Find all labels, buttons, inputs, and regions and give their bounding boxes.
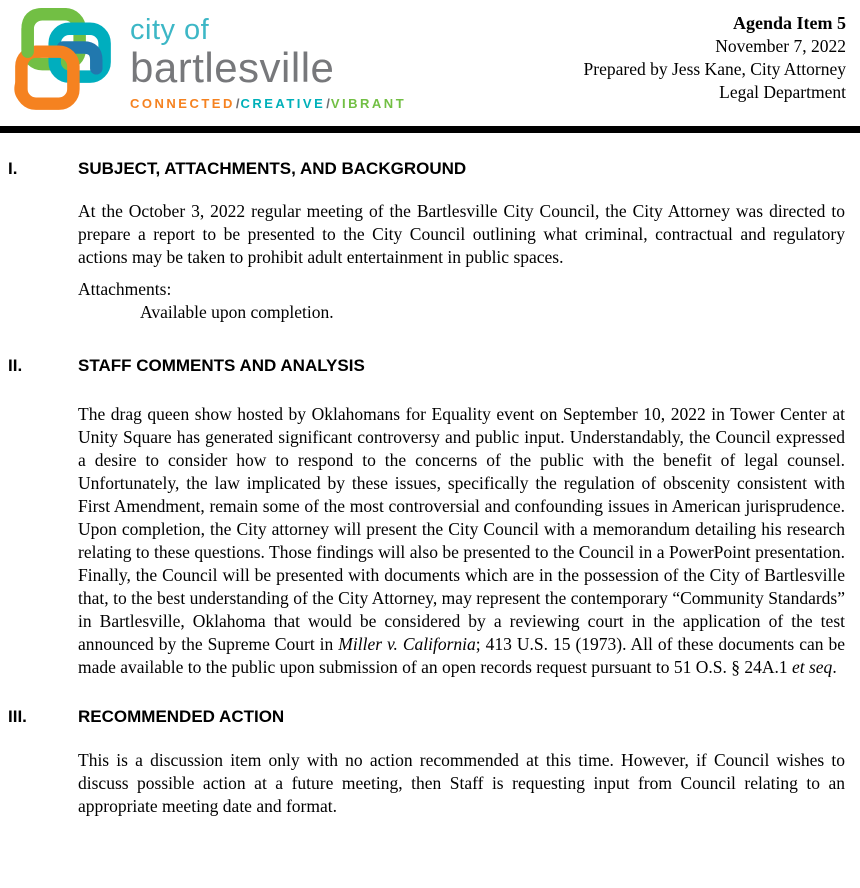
section-1-title: SUBJECT, ATTACHMENTS, AND BACKGROUND xyxy=(78,159,467,178)
agenda-date: November 7, 2022 xyxy=(715,36,846,56)
tagline-separator: / xyxy=(326,96,330,111)
paragraph-text: The drag queen show hosted by Oklahomans for Equality event on September 10, 2022 in Tower Center at Unity Square has generated significant controversy and public input. Understandably, the Council expressed a desire to consider how to respond to the concerns of the public with the benefit of legal counsel. Unfortunately, the law implicated by these issues, specifically the regulation of obscenity consistent with First Amendment, remain some of the most controversial and confounding issues in American jurisprudence. Upon completion, the City attorney will present the City Council with a memorandum detailing his research relating to these questions. Those findings will also be presented to the Council in a PowerPoint presentation. Finally, the Council will be presented with documents which are in the possession of the City of Bartlesville that, to the best understanding of the City Attorney, may represent the contemporary “Community Standards” in Bartlesville, Oklahoma that would be considered by a reviewing court in the application of the test announced by the Supreme Court in xyxy=(78,404,845,654)
agenda-item-title: Agenda Item 5 xyxy=(733,13,846,33)
section-3-paragraph: This is a discussion item only with no action recommended at this time. However, if Council wishes to discuss possible action at a future meeting, then Staff is requesting input from Council relating to an appropriate meeting date and format. xyxy=(78,750,845,816)
city-logo xyxy=(8,8,406,112)
document-header xyxy=(0,0,860,112)
section-1-numeral: I. xyxy=(8,159,18,178)
section-3-title: RECOMMENDED ACTION xyxy=(78,707,285,726)
et-seq-italic: et seq xyxy=(791,657,833,677)
section-1-body xyxy=(78,200,845,324)
section-3-heading xyxy=(8,706,845,727)
logo-wordmark xyxy=(130,8,406,111)
tagline-vibrant: VIBRANT xyxy=(330,96,407,111)
logo-bartlesville: bartlesville xyxy=(130,44,335,91)
paragraph-text: ; 413 U.S. 15 (1973). All of these documents can be made available to the public upon submission of an open records request pursuant to 51 O.S. § 24A.1 xyxy=(78,634,845,677)
tagline-creative: CREATIVE xyxy=(240,96,326,111)
paragraph-text: . xyxy=(832,657,837,677)
section-2-body xyxy=(78,403,845,679)
section-2-title: STAFF COMMENTS AND ANALYSIS xyxy=(78,356,365,375)
logo-tagline xyxy=(130,96,406,111)
case-citation-italic: Miller v. California xyxy=(338,634,476,654)
section-2-paragraph xyxy=(78,403,845,679)
tagline-separator: / xyxy=(235,96,240,111)
section-2-numeral: II. xyxy=(8,356,23,375)
section-2-heading xyxy=(8,355,845,376)
section-3-numeral: III. xyxy=(8,707,27,726)
attachments-block xyxy=(78,278,845,324)
prepared-by: Prepared by Jess Kane, City Attorney xyxy=(583,59,846,79)
document-body xyxy=(0,158,860,818)
section-3-body xyxy=(78,749,845,818)
tagline-connected: CONNECTED xyxy=(130,96,235,111)
bartlesville-knot-icon xyxy=(8,8,118,112)
header-divider-rule xyxy=(0,126,860,133)
department: Legal Department xyxy=(719,82,846,102)
attachments-value: Available upon completion. xyxy=(140,302,334,322)
agenda-meta-block xyxy=(584,8,846,104)
logo-city-of: city of xyxy=(130,14,210,46)
attachments-label: Attachments: xyxy=(78,279,172,299)
section-1-heading xyxy=(8,158,845,179)
section-1-paragraph: At the October 3, 2022 regular meeting of the Bartlesville City Council, the City Attorney was directed to prepare a report to be presented to the City Council outlining what criminal, contractual and regulatory actions may be taken to prohibit adult entertainment in public spaces. xyxy=(78,201,845,267)
